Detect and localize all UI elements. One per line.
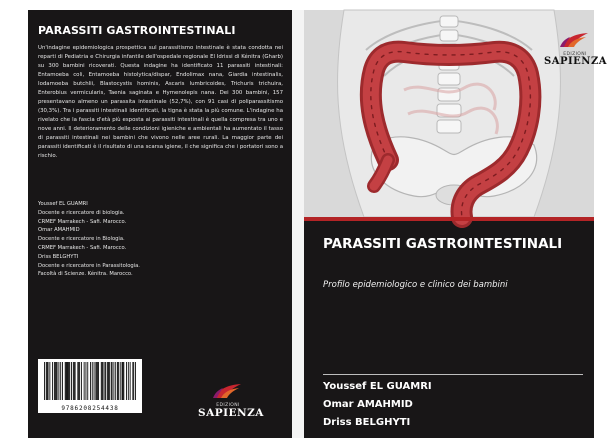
author-line: Youssef EL GUAMRI	[38, 201, 88, 207]
accent-bar	[304, 217, 594, 221]
isbn-barcode	[38, 359, 142, 413]
publisher-feather-icon	[211, 383, 245, 399]
barcode-bar	[67, 362, 68, 400]
barcode-bar	[133, 362, 134, 400]
barcode-bar	[109, 362, 110, 400]
book-spine	[292, 10, 304, 438]
barcode-bar	[74, 362, 75, 400]
barcode-bar	[67, 362, 68, 400]
barcode-bar	[95, 362, 96, 400]
barcode-bar	[87, 362, 88, 400]
publisher-name: SAPIENZA	[544, 56, 607, 67]
barcode-bar	[75, 362, 76, 400]
barcode-bar	[98, 362, 99, 400]
barcode-bar	[55, 362, 56, 400]
barcode-bar	[58, 362, 59, 400]
isbn-number: 9786208254438	[61, 405, 119, 412]
barcode-bar	[135, 362, 136, 400]
barcode-bar	[68, 362, 69, 400]
publisher-name: SAPIENZA	[198, 407, 264, 419]
barcode-bar	[112, 362, 113, 400]
barcode-bar	[66, 362, 67, 400]
front-cover-authors	[323, 378, 432, 432]
back-cover-title: PARASSITI GASTROINTESTINALI	[38, 24, 236, 37]
front-cover-title: PARASSITI GASTROINTESTINALI	[323, 236, 563, 252]
barcode-bar	[60, 362, 61, 400]
barcode-bar	[105, 362, 106, 400]
barcode-bar	[81, 362, 82, 400]
barcode-bar	[126, 362, 127, 400]
author-line: Docente e ricercatore in Parassitologia.	[38, 262, 140, 269]
author-line: CRMEF Marrakech - Safi. Marocco.	[38, 244, 127, 251]
barcode-bar	[104, 362, 105, 400]
barcode-bar	[132, 362, 133, 400]
publisher-feather-icon	[558, 32, 592, 48]
front-cover-subtitle: Profilo epidemiologico e clinico dei bambini	[323, 280, 508, 290]
barcode-bar	[46, 362, 47, 400]
author-name: Youssef EL GUAMRI	[323, 381, 432, 392]
back-cover	[28, 10, 292, 438]
barcode-bar	[97, 362, 98, 400]
author-line: Facoltà di Scienze. Kénitra. Marocco.	[38, 271, 133, 278]
barcode-bar	[96, 362, 97, 400]
barcode-bar	[78, 362, 79, 400]
barcode-bar	[94, 362, 95, 400]
barcode-bar	[108, 362, 109, 400]
barcode-bar	[44, 362, 45, 400]
author-line: CRMEF Marrakech - Safi. Marocco.	[38, 218, 127, 225]
barcode-bar	[92, 362, 93, 400]
barcode-bar	[117, 362, 118, 400]
barcode-bar	[62, 362, 63, 400]
barcode-bar	[54, 362, 55, 400]
publisher-logo-back	[198, 383, 264, 419]
barcode-bar	[113, 362, 114, 400]
barcode-bars	[38, 359, 142, 403]
barcode-bar	[103, 362, 104, 400]
author-name: Omar AMAHMID	[323, 399, 413, 410]
barcode-bar	[49, 362, 50, 400]
barcode-bar	[120, 362, 121, 400]
author-line: Docente e ricercatore in Biologia.	[38, 236, 125, 243]
publisher-small-label: EDIZIONI	[563, 52, 587, 57]
barcode-bar	[122, 362, 123, 400]
barcode-bar	[118, 362, 119, 400]
barcode-bar	[77, 362, 78, 400]
barcode-bar	[52, 362, 53, 400]
barcode-bar	[69, 362, 70, 400]
divider	[323, 374, 583, 375]
author-line: Driss BELGHYTI	[38, 253, 79, 260]
barcode-bar	[128, 362, 129, 400]
barcode-bar	[71, 362, 72, 400]
author-line: Omar AMAHMID	[38, 227, 80, 234]
back-cover-authors	[38, 200, 278, 279]
barcode-bar	[56, 362, 57, 400]
barcode-bar	[101, 362, 102, 400]
barcode-bar	[123, 362, 124, 400]
barcode-bar	[57, 362, 58, 400]
barcode-bar	[115, 362, 116, 400]
barcode-bar	[73, 362, 74, 400]
publisher-logo-front	[544, 32, 606, 67]
barcode-bar	[48, 362, 49, 400]
front-cover	[304, 10, 607, 438]
author-name: Driss BELGHYTI	[323, 417, 411, 428]
author-line: Docente e ricercatore di biologia.	[38, 209, 125, 216]
barcode-bar	[111, 362, 112, 400]
barcode-bar	[122, 362, 123, 400]
barcode-bar	[90, 362, 91, 400]
barcode-bar	[102, 362, 103, 400]
barcode-bar	[84, 362, 85, 400]
barcode-bar	[47, 362, 48, 400]
barcode-bar	[107, 362, 108, 400]
publisher-small-label: EDIZIONI	[216, 403, 240, 408]
barcode-bar	[130, 362, 131, 400]
back-cover-abstract: Un'indagine epidemiologica prospettica sul parassitismo intestinale è stata condotta nei reparti di Pediatria e Chirurgia infantile dell'ospedale regionale El Idrissi di Kénitra (Gharb) su 300 bambini ricoverati. Questa indagine ha identificato 11 parassiti intestinali: Entamoeba coli, Entamoeba histolytica/dispar, Endolimax nana, Giardia intestinalis, Iodamoeba butchlii, Blastocystis hominis, Ascaris lumbricoides, Trichuris trichuira, Enterobius vermicularis, Taenia saginata e Hymenolepis nana. Dei 300 bambini, 157 presentavano almeno un parassita intestinale (52,7%), con 91 casi di poliparassitismo (30,3%). Tra i parassiti intestinali identificati, la tigna è stata la più comune. L'indagine ha rivelato che la fascia d'età più esposta ai parassiti intestinali è quella compresa tra uno e nove anni. Il deterioramento delle condizioni igieniche e ambientali ha aumentato il tasso di parassiti intestinali nei bambini che vivono nelle aree rurali. La maggior parte dei parassiti identificati è il risultato di una scarsa igiene, il che significa che i portatori sono a rischio.	[38, 45, 283, 159]
barcode-bar	[85, 362, 86, 400]
barcode-bar	[79, 362, 80, 400]
barcode-bar	[65, 362, 66, 400]
